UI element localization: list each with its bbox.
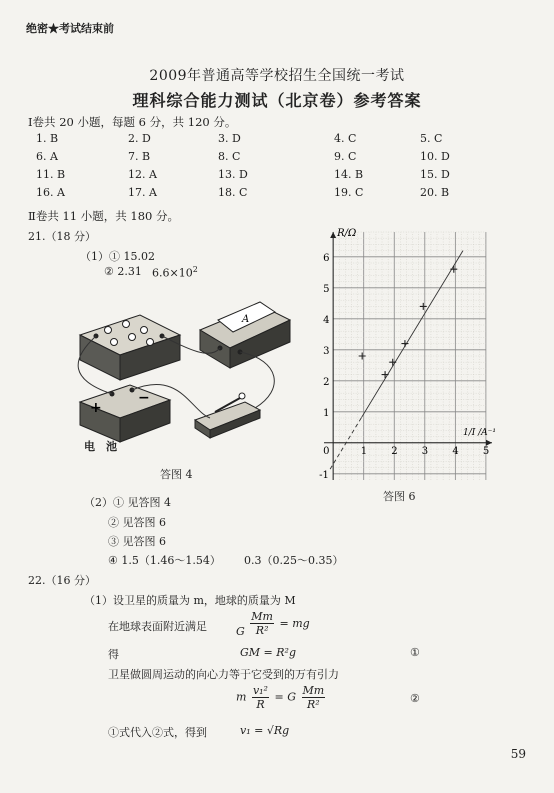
answer-cell: 8. C (218, 150, 241, 163)
q22-mark2: ② (410, 692, 420, 705)
answer-cell: 12. A (128, 168, 157, 181)
ammeter-icon (200, 302, 290, 368)
q22-line6: ①式代入②式，得到 (108, 726, 207, 739)
answer-cell: 4. C (334, 132, 357, 145)
q21-2-4a: ④ 1.5（1.46～1.54） (108, 554, 221, 567)
q21-2-3: ③ 见答图 6 (108, 535, 166, 548)
resistance-box-icon (80, 315, 180, 380)
x-tick-label: 5 (482, 445, 490, 457)
q21-1-2-value: $6.6\times 10^2$ (152, 265, 198, 280)
answer-cell: 20. B (420, 186, 450, 199)
fit-line (361, 251, 463, 418)
answer-cell: 13. D (218, 168, 248, 181)
answer-cell: 3. D (218, 132, 241, 145)
answer-cell: 15. D (420, 168, 450, 181)
answer-cell: 14. B (334, 168, 364, 181)
y-tick-label: 4 (323, 314, 330, 326)
answer-cell: 10. D (420, 150, 450, 163)
y-tick-label: 5 (323, 283, 330, 295)
q21-2-1: （2）① 见答图 4 (84, 496, 171, 509)
data-point (420, 303, 427, 310)
r-vs-inverse-i-chart (300, 222, 510, 490)
q22-number: 22.（16 分） (28, 574, 96, 587)
q22-line4: 卫星做圆周运动的向心力等于它受到的万有引力 (108, 668, 339, 681)
exam-title: 2009年普通高等学校招生全国统一考试 (149, 68, 405, 84)
x-tick-label: 3 (421, 445, 429, 457)
data-point (359, 353, 366, 360)
q21-1-1: （1）① 15.02 (80, 250, 155, 263)
answer-title: 理科综合能力测试（北京卷）参考答案 (132, 91, 422, 110)
answer-cell: 7. B (128, 150, 151, 163)
q21-2-4b: 0.3（0.25～0.35） (244, 554, 344, 567)
data-point (389, 359, 396, 366)
q22-eq4: v₁ = √Rg (240, 724, 290, 737)
answer-cell: 1. B (36, 132, 59, 145)
figure6-caption: 答图 6 (383, 490, 416, 503)
y-axis-label: R/Ω (337, 228, 357, 239)
circuit-diagram (70, 290, 305, 460)
x-axis-label: 1/I /A⁻¹ (462, 427, 497, 438)
q21-2-2: ② 见答图 6 (108, 516, 166, 529)
q22-eq1: G $\frac{Mm}{\text{R²}}$ = mg (236, 610, 310, 638)
y-tick-label: 1 (323, 407, 330, 419)
y-tick-label: 3 (323, 345, 330, 357)
answer-cell: 19. C (334, 186, 364, 199)
page-number: 59 (510, 747, 526, 761)
q21-number: 21.（18 分） (28, 230, 96, 243)
y-tick-label: 2 (323, 376, 330, 388)
q22-line2: 在地球表面附近满足 (108, 620, 207, 633)
answer-cell: 18. C (218, 186, 248, 199)
y-tick-label: -1 (319, 469, 329, 481)
battery-label: 电 池 (84, 440, 117, 453)
y-tick-label: 6 (323, 252, 330, 264)
answer-cell: 2. D (128, 132, 151, 145)
q22-line1: （1）设卫星的质量为 m，地球的质量为 M (84, 594, 296, 607)
q22-line3: 得 (108, 648, 119, 661)
part1-heading: Ⅰ卷共 20 小题，每题 6 分，共 120 分。 (28, 115, 237, 129)
confidential-label: 绝密★考试结束前 (26, 22, 114, 35)
q22-eq3: m $\frac{\text{v₁²}}{R}$ = G $\frac{Mm}{\text{R²}}$ (236, 684, 325, 711)
q21-1-2: ② 2.31 (104, 265, 142, 278)
q22-mark1: ① (410, 646, 420, 659)
x-tick-label: 2 (391, 445, 398, 457)
svg-text:−: − (138, 390, 150, 406)
answer-cell: 17. A (128, 186, 157, 199)
svg-text:+: + (90, 400, 102, 416)
y-axis-arrow (330, 232, 336, 238)
answer-cell: 5. C (420, 132, 443, 145)
answer-cell: 9. C (334, 150, 357, 163)
svg-text:A: A (242, 314, 250, 325)
data-point (450, 266, 457, 273)
battery-icon (80, 385, 170, 442)
answer-cell: 16. A (36, 186, 65, 199)
data-point (382, 371, 389, 378)
figure4-caption: 答图 4 (160, 468, 193, 481)
part2-heading: Ⅱ卷共 11 小题，共 180 分。 (28, 209, 180, 223)
origin-label: 0 (323, 445, 330, 457)
q22-eq2: GM = R²g (240, 646, 296, 659)
data-point (401, 340, 408, 347)
x-tick-label: 4 (452, 445, 459, 457)
answer-cell: 6. A (36, 150, 58, 163)
x-tick-label: 1 (360, 445, 368, 457)
answer-cell: 11. B (36, 168, 66, 181)
